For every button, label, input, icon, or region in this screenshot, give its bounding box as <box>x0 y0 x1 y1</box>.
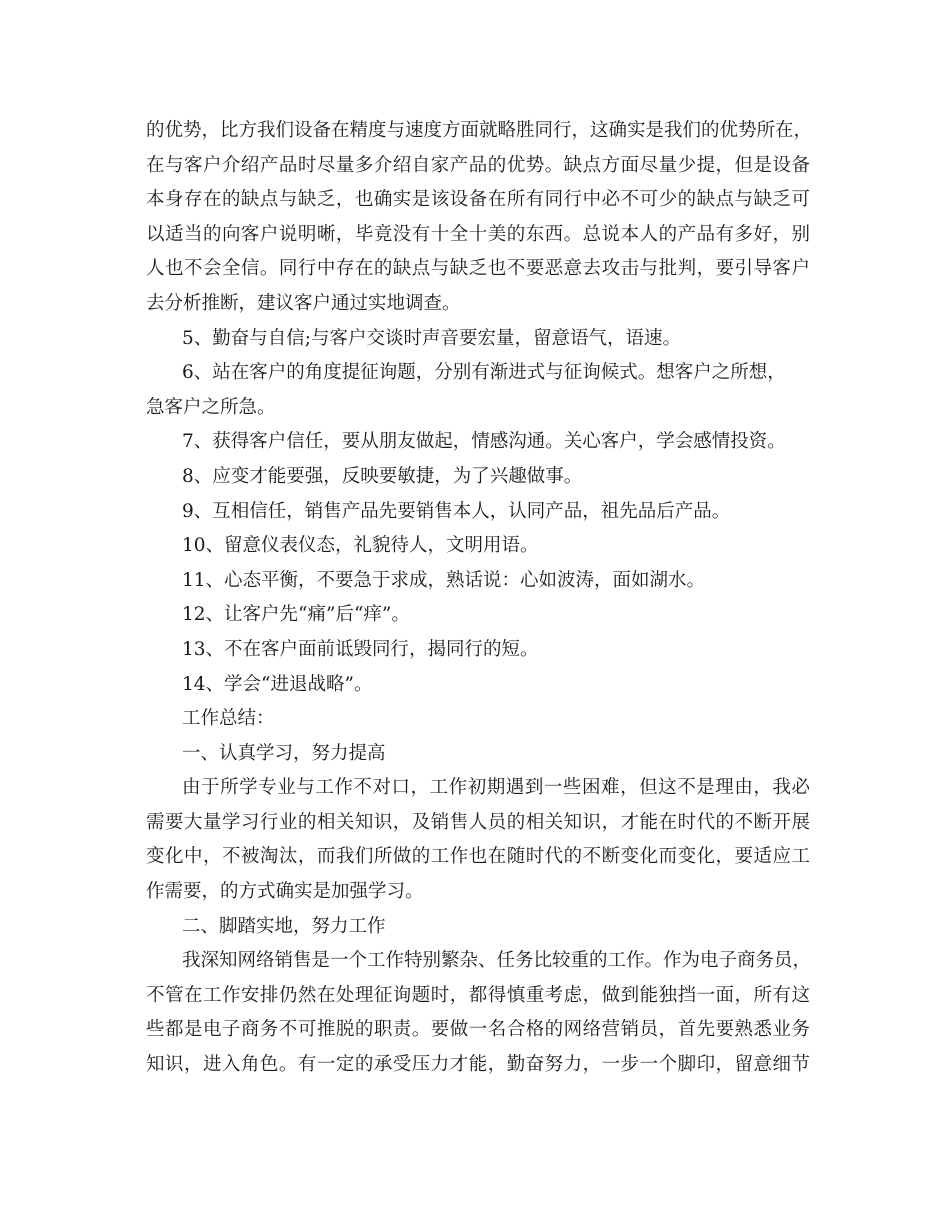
text-line: 8、应变才能要强，反映要敏捷，为了兴趣做事。 <box>182 465 583 487</box>
text-line: 14、学会“进退战略”。 <box>182 673 373 695</box>
text-line: 6、站在客户的角度提征询题，分别有渐进式与征询候式。想客户之所想， <box>182 362 786 384</box>
text-line: 9、互相信任，销售产品先要销售本人，认同产品，祖先品后产品。 <box>182 500 731 522</box>
text-line: 10、留意仪表仪态，礼貌待人，文明用语。 <box>182 535 539 557</box>
text-line: 二、脚踏实地，努力工作 <box>182 915 386 937</box>
text-line: 一、认真学习，努力提高 <box>182 742 386 764</box>
text-line: 作需要，的方式确实是加强学习。 <box>146 881 424 903</box>
text-line: 去分析推断，建议客户通过实地调查。 <box>146 292 461 314</box>
text-line: 人也不会全信。同行中存在的缺点与缺乏也不要恶意去攻击与批判，要引导客户 <box>146 258 810 280</box>
text-line: 5、勤奋与自信;与客户交谈时声音要宏量，留意语气，语速。 <box>182 327 682 349</box>
text-line: 11、心态平衡，不要急于求成，熟话说：心如波涛，面如湖水。 <box>182 569 706 591</box>
text-line: 我深知网络销售是一个工作特别繁杂、任务比较重的工作。作为电子商务员， <box>182 950 812 972</box>
text-line: 在与客户介绍产品时尽量多介绍自家产品的优势。缺点方面尽量少提，但是设备 <box>146 154 810 176</box>
text-line: 12、让客户先“痛”后“痒”。 <box>182 604 410 626</box>
text-line: 急客户之所急。 <box>146 396 276 418</box>
text-line: 由于所学专业与工作不对口，工作初期遇到一些困难，但这不是理由，我必 <box>182 777 810 799</box>
text-line: 需要大量学习行业的相关知识，及销售人员的相关知识，才能在时代的不断开展 <box>146 811 810 833</box>
text-line: 知识，进入角色。有一定的承受压力才能，勤奋努力，一步一个脚印，留意细节 <box>146 1054 810 1076</box>
text-line: 本身存在的缺点与缺乏，也确实是该设备在所有同行中必不可少的缺点与缺乏可 <box>146 189 810 211</box>
text-line: 工作总结： <box>182 708 275 730</box>
text-line: 些都是电子商务不可推脱的职责。要做一名合格的网络营销员，首先要熟悉业务 <box>146 1019 810 1041</box>
text-line: 7、获得客户信任，要从朋友做起，情感沟通。关心客户，学会感情投资。 <box>182 431 786 453</box>
text-line: 不管在工作安排仍然在处理征询题时，都得慎重考虑，做到能独挡一面，所有这 <box>146 984 810 1006</box>
text-line: 以适当的向客户说明晰，毕竟没有十全十美的东西。总说本人的产品有多好，别 <box>146 223 810 245</box>
text-line: 13、不在客户面前诋毁同行，揭同行的短。 <box>182 638 539 660</box>
text-line: 变化中，不被淘汰，而我们所做的工作也在随时代的不断变化而变化，要适应工 <box>146 846 810 868</box>
text-line: 的优势，比方我们设备在精度与速度方面就略胜同行，这确实是我们的优势所在， <box>146 120 813 141</box>
